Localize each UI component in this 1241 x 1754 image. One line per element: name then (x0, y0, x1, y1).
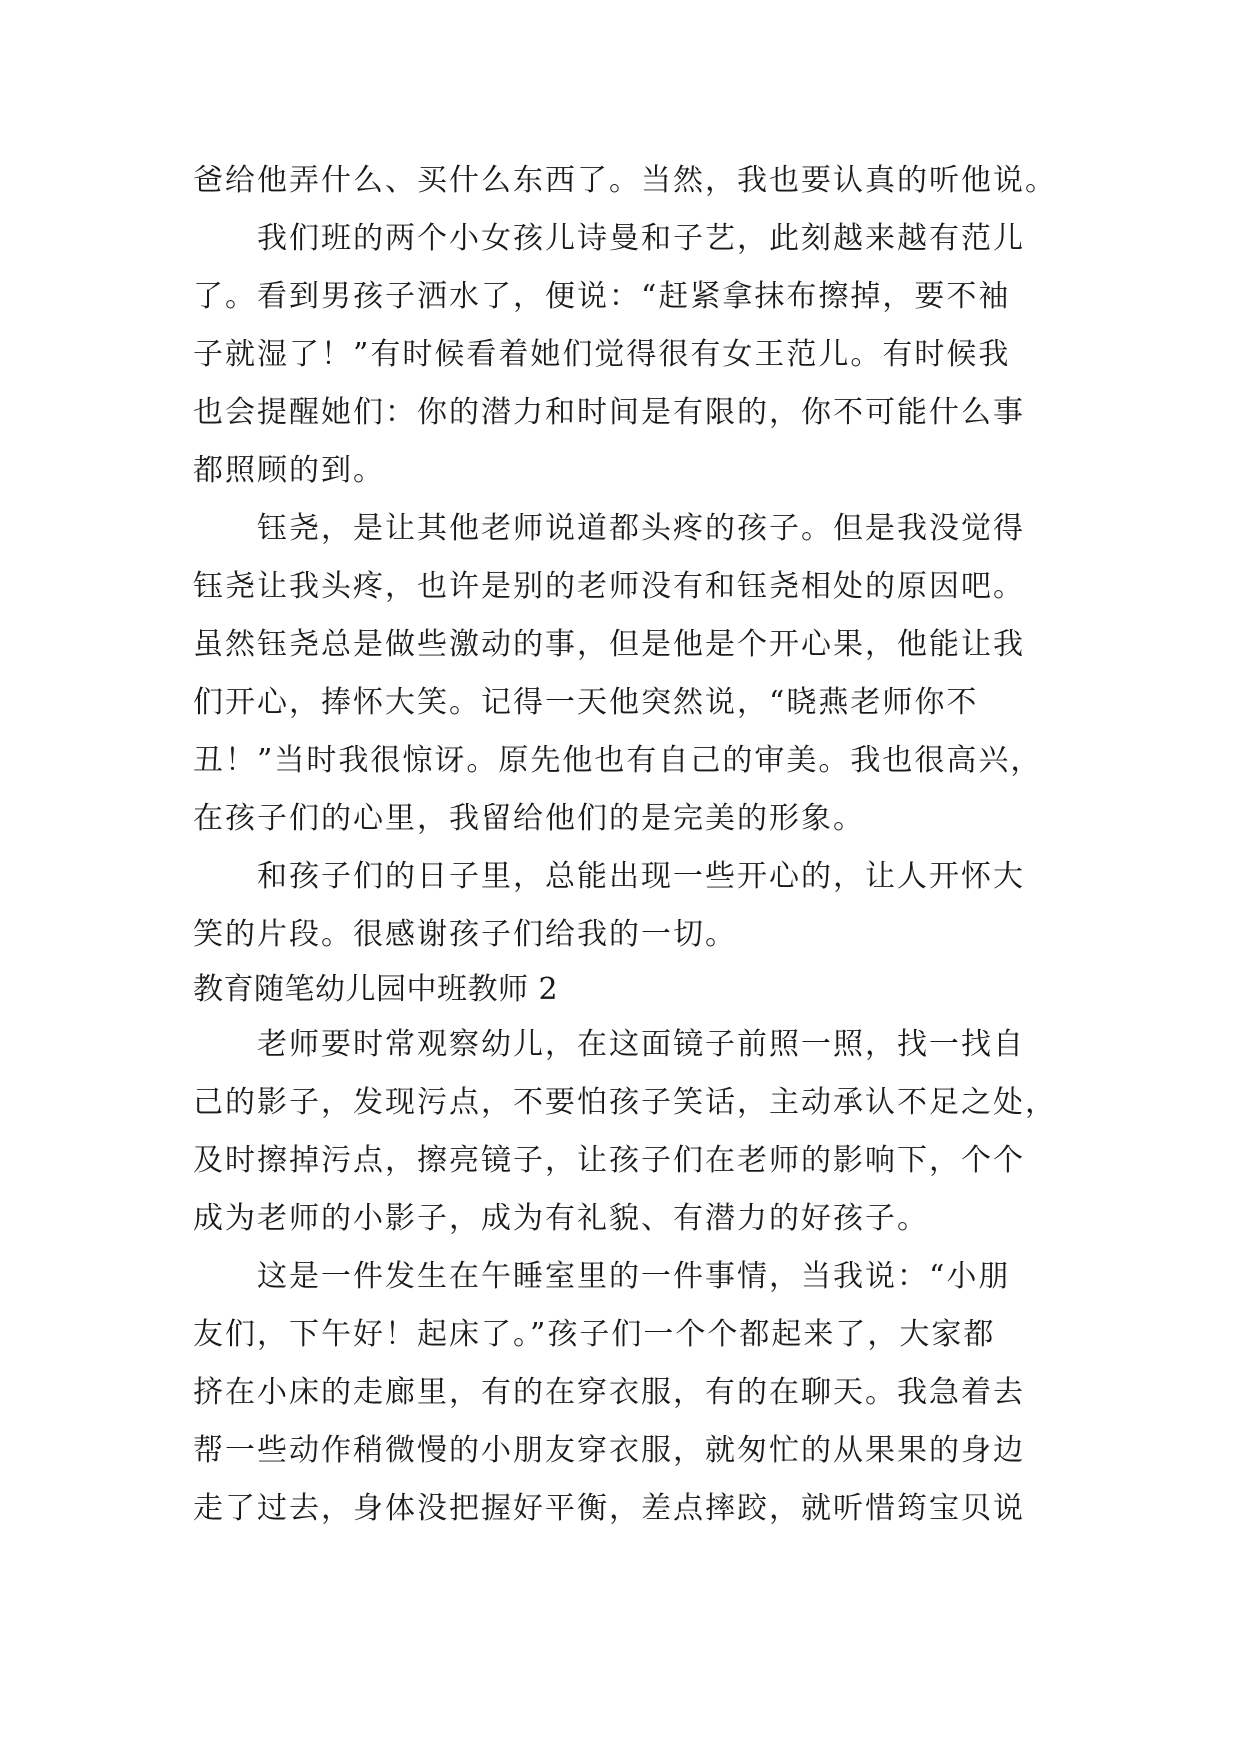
text-line: 在孩子们的心里，我留给他们的是完美的形象。 (193, 801, 865, 836)
document-body (193, 152, 1073, 1538)
text-line: 钰尧，是让其他老师说道都头疼的孩子。但是我没觉得 (257, 511, 1025, 546)
text-line: 和孩子们的日子里，总能出现一些开心的，让人开怀大 (257, 859, 1025, 894)
text-line: 老师要时常观察幼儿，在这面镜子前照一照，找一找自 (257, 1027, 1025, 1062)
text-line: 笑的片段。很感谢孩子们给我的一切。 (193, 917, 737, 952)
text-line: 及时擦掉污点，擦亮镜子，让孩子们在老师的影响下，个个 (193, 1143, 1025, 1178)
section-heading: 教育随笔幼儿园中班教师 2 (193, 972, 559, 1007)
paragraph (193, 1016, 1073, 1248)
text-line: 都照顾的到。 (193, 453, 385, 488)
text-line: 我们班的两个小女孩儿诗曼和子艺，此刻越来越有范儿 (257, 221, 1025, 256)
text-line: 己的影子，发现污点，不要怕孩子笑话，主动承认不足之处， (193, 1085, 1057, 1120)
paragraph-continued (193, 152, 1073, 210)
text-line: 也会提醒她们：你的潜力和时间是有限的，你不可能什么事 (193, 395, 1025, 430)
text-line: 成为老师的小影子，成为有礼貌、有潜力的好孩子。 (193, 1201, 929, 1236)
text-line: 走了过去，身体没把握好平衡，差点摔跤，就听惜筠宝贝说 (193, 1491, 1025, 1526)
paragraph (193, 1248, 1073, 1538)
text-line: 爸给他弄什么、买什么东西了。当然，我也要认真的听他说。 (193, 163, 1057, 198)
text-line: 们开心，捧怀大笑。记得一天他突然说，“晓燕老师你不 (193, 685, 979, 720)
text-line: 子就湿了！”有时候看着她们觉得很有女王范儿。有时候我 (193, 337, 1011, 372)
text-line: 帮一些动作稍微慢的小朋友穿衣服，就匆忙的从果果的身边 (193, 1433, 1025, 1468)
text-line: 挤在小床的走廊里，有的在穿衣服，有的在聊天。我急着去 (193, 1375, 1025, 1410)
text-line: 了。看到男孩子洒水了，便说：“赶紧拿抹布擦掉，要不袖 (193, 279, 1011, 314)
paragraph (193, 210, 1073, 500)
text-line: 友们，下午好！起床了。”孩子们一个个都起来了，大家都 (193, 1317, 996, 1352)
paragraph (193, 848, 1073, 964)
text-line: 丑！”当时我很惊讶。原先他也有自己的审美。我也很高兴， (193, 743, 1043, 778)
text-line: 虽然钰尧总是做些激动的事，但是他是个开心果，他能让我 (193, 627, 1025, 662)
text-line: 这是一件发生在午睡室里的一件事情，当我说：“小朋 (257, 1259, 1011, 1294)
text-line: 钰尧让我头疼，也许是别的老师没有和钰尧相处的原因吧。 (193, 569, 1025, 604)
paragraph (193, 500, 1073, 848)
